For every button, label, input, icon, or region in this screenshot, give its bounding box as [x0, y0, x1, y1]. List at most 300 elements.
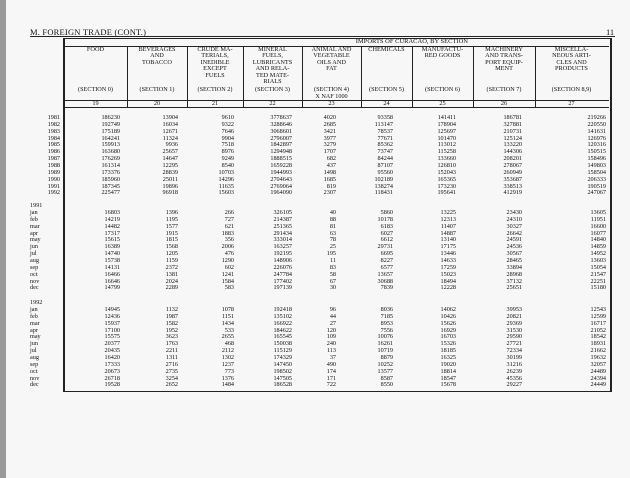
table-cell: 8550 — [380, 381, 393, 389]
table-cell: 14647 — [162, 155, 178, 163]
table-cell: 147450 — [273, 360, 292, 368]
table-cell: 37 — [329, 353, 336, 361]
table-cell: 1964090 — [270, 189, 292, 197]
table-cell: 24449 — [590, 381, 606, 389]
table-cell: 192418 — [273, 306, 292, 313]
table-cell: 1205 — [165, 250, 178, 258]
table-cell: 24489 — [590, 367, 606, 375]
table-cell: 3623 — [165, 333, 178, 341]
row-label: may — [30, 333, 41, 341]
column-number: 24 — [383, 100, 390, 107]
table-cell: 126810 — [437, 161, 456, 169]
table-cell: 1294948 — [270, 148, 292, 156]
table-cell: 7839 — [380, 284, 393, 292]
table-cell: 7646 — [221, 127, 234, 135]
table-cell: 1952 — [165, 326, 178, 334]
table-cell: 163680 — [101, 148, 120, 156]
table-cell: 31530 — [506, 326, 522, 334]
column-section: (SECTION 5) — [369, 86, 404, 93]
table-cell: 10252 — [377, 360, 393, 368]
table-cell: 1434 — [221, 319, 234, 327]
table-cell: 161314 — [101, 161, 120, 169]
row-label: mar — [30, 319, 40, 327]
table-cell: 2735 — [165, 367, 178, 375]
table-cell: 15626 — [440, 319, 456, 327]
table-cell: 1915 — [165, 229, 178, 237]
table-cell: 7518 — [221, 141, 234, 149]
row-label: 1981 — [47, 114, 60, 121]
table-cell: 247067 — [587, 189, 606, 197]
table-cell: 1195 — [165, 215, 178, 223]
row-label: aug — [30, 353, 39, 361]
table-span-header — [63, 38, 608, 46]
table-cell: 7556 — [380, 326, 393, 334]
table-cell: 178904 — [437, 120, 456, 128]
row-label: 1991 — [47, 182, 60, 190]
table-cell: 210731 — [503, 127, 522, 135]
row-label: oct — [30, 270, 38, 278]
table-cell: 135102 — [273, 312, 292, 320]
table-cell: 412919 — [503, 189, 522, 197]
column-number: 20 — [153, 100, 161, 107]
table-cell: 197139 — [273, 284, 292, 292]
table-cell: 24591 — [506, 236, 522, 244]
table-cell: 195 — [326, 250, 336, 258]
column-section: (SECTION 4) X NAF 1000 — [314, 86, 349, 100]
row-label: 1989 — [47, 168, 60, 176]
table-cell: 16466 — [104, 270, 120, 278]
table-cell: 4020 — [323, 114, 336, 121]
table-cell: 14740 — [104, 250, 120, 258]
table-cell: 101470 — [437, 134, 456, 142]
table-cell: 13657 — [377, 270, 393, 278]
table-cell: 2307 — [323, 189, 336, 197]
table-cell: 14131 — [104, 263, 120, 271]
table-cell: 15603 — [218, 189, 234, 197]
table-cell: 15054 — [590, 263, 606, 271]
table-cell: 29369 — [506, 319, 522, 327]
table-cell: 16034 — [162, 120, 178, 128]
row-label: nov — [30, 277, 40, 285]
table-cell: 1078 — [221, 306, 234, 313]
table-cell: 16717 — [590, 319, 606, 327]
table-cell: 338513 — [503, 182, 522, 190]
table-cell: 26642 — [506, 229, 522, 237]
table-cell: 125124 — [503, 134, 522, 142]
row-label: jan — [30, 209, 38, 216]
table-cell: 18931 — [590, 340, 606, 348]
row-label: oct — [30, 367, 38, 375]
table-cell: 3068601 — [270, 127, 292, 135]
table-cell: 14952 — [590, 250, 606, 258]
table-cell: 8879 — [380, 353, 393, 361]
table-cell: 163257 — [273, 243, 292, 251]
table-cell: 9322 — [221, 120, 234, 128]
table-cell: 240 — [326, 340, 336, 348]
table-cell: 260949 — [503, 168, 522, 176]
row-label: jan — [30, 306, 38, 313]
table-cell: 152043 — [437, 168, 456, 176]
table-cell: 1290 — [221, 256, 234, 264]
table-cell: 15615 — [104, 236, 120, 244]
table-cell: 176269 — [101, 155, 120, 163]
table-cell: 1498 — [323, 168, 336, 176]
table-cell: 10703 — [218, 168, 234, 176]
table-cell: 16261 — [377, 340, 393, 348]
column-divider — [361, 46, 362, 107]
table-cell: 173376 — [101, 168, 120, 176]
table-cell: 19632 — [590, 353, 606, 361]
table-cell: 26718 — [104, 374, 120, 382]
table-cell: 12671 — [162, 127, 178, 135]
page-number: 11 — [606, 27, 615, 37]
span-header-text: IMPORTS OF CURACAO, BY SECTION — [355, 38, 468, 45]
table-cell: 1132 — [165, 306, 178, 313]
table-cell: 291434 — [273, 229, 292, 237]
table-cell: 29590 — [506, 333, 522, 341]
row-label: jun — [30, 340, 38, 348]
table-cell: 21662 — [590, 347, 606, 355]
column-header: MISCELLA- NEOUS ARTI- CLES AND PRODUCTS — [552, 46, 591, 73]
table-cell: 356 — [224, 236, 234, 244]
table-cell: 3977 — [323, 134, 336, 142]
table-cell: 11407 — [440, 222, 456, 230]
table-cell: 95560 — [377, 168, 393, 176]
table-cell: 14062 — [440, 306, 456, 313]
table-cell: 1159 — [165, 256, 178, 264]
table-cell: 27 — [329, 319, 336, 327]
table-cell: 1707 — [323, 148, 336, 156]
header-rule — [64, 107, 609, 108]
table-cell: 29731 — [377, 243, 393, 251]
table-cell: 8953 — [380, 319, 393, 327]
table-cell: 28465 — [506, 256, 522, 264]
table-cell: 190519 — [587, 182, 606, 190]
table-cell: 8227 — [380, 256, 393, 264]
table-cell: 93358 — [377, 114, 393, 121]
column-number: 21 — [211, 100, 219, 107]
table-cell: 6612 — [380, 236, 393, 244]
table-cell: 333014 — [273, 236, 292, 244]
table-cell: 13140 — [440, 236, 456, 244]
table-cell: 96 — [329, 306, 336, 313]
table-cell: 15180 — [590, 284, 606, 292]
table-cell: 214387 — [273, 215, 292, 223]
table-cell: 133220 — [503, 141, 522, 149]
table-cell: 10426 — [440, 312, 456, 320]
table-cell: 1381 — [165, 270, 178, 278]
table-cell: 159913 — [101, 141, 120, 149]
column-header: FOOD — [86, 46, 105, 53]
table-cell: 15575 — [104, 333, 120, 341]
table-cell: 727 — [224, 215, 234, 223]
table-cell: 148906 — [273, 256, 292, 264]
table-cell: 73747 — [377, 148, 393, 156]
table-cell: 113012 — [437, 141, 456, 149]
table-cell: 16646 — [104, 277, 120, 285]
table-cell: 174 — [326, 367, 336, 375]
table-cell: 2372 — [165, 263, 178, 271]
column-number: 27 — [568, 100, 575, 107]
table-cell: 14633 — [440, 256, 456, 264]
table-cell: 39953 — [506, 306, 522, 313]
table-cell: 195641 — [437, 189, 456, 197]
table-cell: 78 — [329, 236, 336, 244]
row-label: apr — [30, 229, 38, 237]
table-cell: 11951 — [590, 215, 606, 223]
column-header: MANUFACTU- RED GOODS — [421, 46, 464, 60]
table-cell: 16389 — [104, 243, 120, 251]
table-cell: 1241 — [221, 270, 234, 278]
table-cell: 1582 — [165, 319, 178, 327]
table-cell: 113 — [326, 347, 336, 355]
row-label: apr — [30, 326, 38, 334]
row-label: 1992 — [47, 189, 60, 197]
table-cell: 2716 — [165, 360, 178, 368]
table-cell: 147505 — [273, 374, 292, 382]
table-cell: 186528 — [273, 381, 292, 389]
table-cell: 186781 — [503, 114, 522, 121]
table-cell: 476 — [224, 250, 234, 258]
table-cell: 149803 — [587, 161, 606, 169]
table-cell: 1987 — [165, 312, 178, 320]
table-cell: 192195 — [273, 250, 292, 258]
table-cell: 28968 — [506, 270, 522, 278]
table-cell: 326105 — [273, 209, 292, 216]
table-cell: 2289 — [165, 284, 178, 292]
table-cell: 12436 — [104, 312, 120, 320]
table-cell: 187345 — [101, 182, 120, 190]
table-cell: 9610 — [221, 114, 234, 121]
table-cell: 141411 — [437, 114, 456, 121]
table-cell: 266 — [224, 209, 234, 216]
table-cell: 533 — [224, 326, 234, 334]
table-cell: 2655 — [221, 333, 234, 341]
year-heading: 1991 — [30, 202, 43, 209]
table-cell: 18542 — [590, 333, 606, 341]
table-cell: 21052 — [590, 326, 606, 334]
table-cell: 14799 — [104, 284, 120, 292]
table-cell: 177402 — [273, 277, 292, 285]
table-cell: 9904 — [221, 134, 234, 142]
row-label: 1984 — [47, 134, 60, 142]
table-cell: 1396 — [165, 209, 178, 216]
table-cell: 3778637 — [270, 114, 292, 121]
table-cell: 88 — [329, 215, 336, 223]
table-cell: 13904 — [162, 114, 178, 121]
table-cell: 18494 — [440, 277, 456, 285]
table-cell: 1815 — [165, 236, 178, 244]
table-cell: 158496 — [587, 155, 606, 163]
table-cell: 2211 — [165, 347, 178, 355]
table-cell: 45356 — [506, 374, 522, 382]
table-cell: 14296 — [218, 175, 234, 183]
table-cell: 13577 — [377, 367, 393, 375]
table-cell: 20673 — [104, 367, 120, 375]
table-cell: 30567 — [506, 250, 522, 258]
column-section: (SECTION 8,9) — [551, 86, 592, 93]
table-cell: 17100 — [104, 326, 120, 334]
table-cell: 10178 — [377, 215, 393, 223]
table-cell: 14219 — [104, 215, 120, 223]
table-cell: 19528 — [104, 381, 120, 389]
table-cell: 1584 — [221, 277, 234, 285]
row-label: sep — [30, 360, 39, 368]
table-cell: 2685 — [323, 120, 336, 128]
row-label: feb — [30, 312, 38, 320]
column-header: MINERAL FUELS, LUBRICANTS AND RELA- TED MATE- RIALS — [252, 46, 293, 86]
table-cell: 15023 — [440, 270, 456, 278]
table-cell: 2769064 — [270, 182, 292, 190]
table-cell: 17317 — [104, 229, 120, 237]
table-cell: 247784 — [273, 270, 292, 278]
column-header: ANIMAL AND VEGETABLE OILS AND FAT — [311, 46, 352, 73]
row-label: 1986 — [47, 148, 60, 156]
row-label: nov — [30, 374, 40, 382]
table-cell: 1944993 — [270, 168, 292, 176]
table-cell: 141631 — [587, 127, 606, 135]
table-cell: 84244 — [377, 155, 393, 163]
table-cell: 14859 — [590, 243, 606, 251]
table-cell: 115258 — [437, 148, 456, 156]
table-cell: 13225 — [440, 209, 456, 216]
table-cell: 1685 — [323, 175, 336, 183]
row-label: may — [30, 236, 41, 244]
row-label: sep — [30, 263, 39, 271]
table-cell: 24536 — [506, 243, 522, 251]
table-cell: 25 — [329, 243, 336, 251]
table-cell: 37132 — [506, 277, 522, 285]
table-cell: 10076 — [377, 333, 393, 341]
table-cell: 120 — [326, 326, 336, 334]
table-cell: 115129 — [273, 347, 292, 355]
row-label: feb — [30, 215, 38, 223]
table-cell: 32057 — [590, 360, 606, 368]
row-label: 1985 — [47, 141, 60, 149]
table-cell: 5860 — [380, 209, 393, 216]
table-cell: 165365 — [437, 175, 456, 183]
table-cell: 25651 — [506, 284, 522, 292]
table-cell: 1888515 — [270, 155, 292, 163]
table-cell: 186230 — [101, 114, 120, 121]
row-label: jul — [30, 250, 37, 258]
table-cell: 175189 — [101, 127, 120, 135]
table-cell: 150515 — [587, 148, 606, 156]
table-cell: 17175 — [440, 243, 456, 251]
table-cell: 23430 — [506, 209, 522, 216]
table-cell: 437 — [326, 161, 336, 169]
table-cell: 12543 — [590, 306, 606, 313]
table-cell: 3254 — [165, 374, 178, 382]
row-label: jun — [30, 243, 38, 251]
table-cell: 25657 — [162, 148, 178, 156]
table-cell: 25011 — [162, 175, 178, 183]
table-cell: 226076 — [273, 263, 292, 271]
table-cell: 12228 — [440, 284, 456, 292]
table-cell: 109 — [326, 333, 336, 341]
row-label: dec — [30, 284, 39, 292]
table-cell: 15678 — [440, 381, 456, 389]
table-cell: 13446 — [440, 250, 456, 258]
row-label: jul — [30, 347, 37, 355]
table-cell: 10719 — [377, 347, 393, 355]
column-number: 22 — [269, 100, 276, 107]
table-cell: 3421 — [323, 127, 336, 135]
table-cell: 9936 — [165, 141, 178, 149]
column-section: (SECTION 6) — [425, 86, 460, 93]
page-title: M. FOREIGN TRADE (CONT.) — [30, 27, 147, 37]
table-cell: 9249 — [221, 155, 234, 163]
table-cell: 1484 — [221, 381, 234, 389]
column-number: 23 — [328, 100, 335, 107]
table-cell: 29227 — [506, 381, 522, 389]
table-cell: 144306 — [503, 148, 522, 156]
title-rule — [30, 36, 615, 37]
column-number: 26 — [500, 100, 508, 107]
table-cell: 2024 — [165, 277, 178, 285]
column-header: CRUDE MA- TERIALS, INEDIBLE EXCEPT FUELS — [197, 46, 233, 79]
table-cell: 225477 — [101, 189, 120, 197]
column-header: BEVERAGES AND TOBACCO — [138, 46, 176, 66]
table-cell: 2652 — [165, 381, 178, 389]
table-cell: 12313 — [440, 215, 456, 223]
row-label: 1987 — [47, 155, 60, 163]
table-cell: 158504 — [587, 168, 606, 176]
table-cell: 87107 — [377, 161, 393, 169]
year-heading: 1992 — [30, 299, 43, 306]
table-cell: 166922 — [273, 319, 292, 327]
table-cell: 20435 — [104, 347, 120, 355]
table-cell: 19896 — [162, 182, 178, 190]
table-cell: 8036 — [380, 306, 393, 313]
table-cell: 16929 — [440, 326, 456, 334]
table-cell: 7185 — [380, 312, 393, 320]
table-cell: 6027 — [380, 229, 393, 237]
table-cell: 773 — [224, 367, 234, 375]
table-cell: 184622 — [273, 326, 292, 334]
table-cell: 24394 — [590, 374, 606, 382]
table-cell: 44 — [329, 312, 336, 320]
column-number: 25 — [439, 100, 446, 107]
table-cell: 150038 — [273, 340, 292, 348]
table-cell: 30327 — [506, 222, 522, 230]
table-cell: 1151 — [221, 312, 234, 320]
table-cell: 251365 — [273, 222, 292, 230]
table-cell: 2112 — [221, 347, 234, 355]
table-cell: 14887 — [440, 229, 456, 237]
row-label: dec — [30, 381, 39, 389]
column-section: (SECTION 1) — [139, 86, 175, 93]
table-cell: 16803 — [104, 209, 120, 216]
table-cell: 583 — [224, 284, 234, 292]
column-section: (SECTION 7) — [486, 86, 522, 93]
table-cell: 8540 — [221, 161, 234, 169]
table-cell: 16703 — [440, 333, 456, 341]
table-cell: 17259 — [440, 263, 456, 271]
table-cell: 722 — [326, 381, 336, 389]
table-cell: 96918 — [162, 189, 178, 197]
table-cell: 1237 — [221, 360, 234, 368]
table-cell: 8976 — [221, 148, 234, 156]
row-label: 1983 — [47, 127, 60, 135]
column-section: (SECTION 2) — [197, 86, 233, 93]
table-cell: 81 — [329, 222, 336, 230]
table-cell: 278067 — [503, 161, 522, 169]
table-cell: 26239 — [506, 367, 522, 375]
table-cell: 20821 — [506, 312, 522, 320]
table-cell: 85362 — [377, 141, 393, 149]
row-label: aug — [30, 256, 39, 264]
